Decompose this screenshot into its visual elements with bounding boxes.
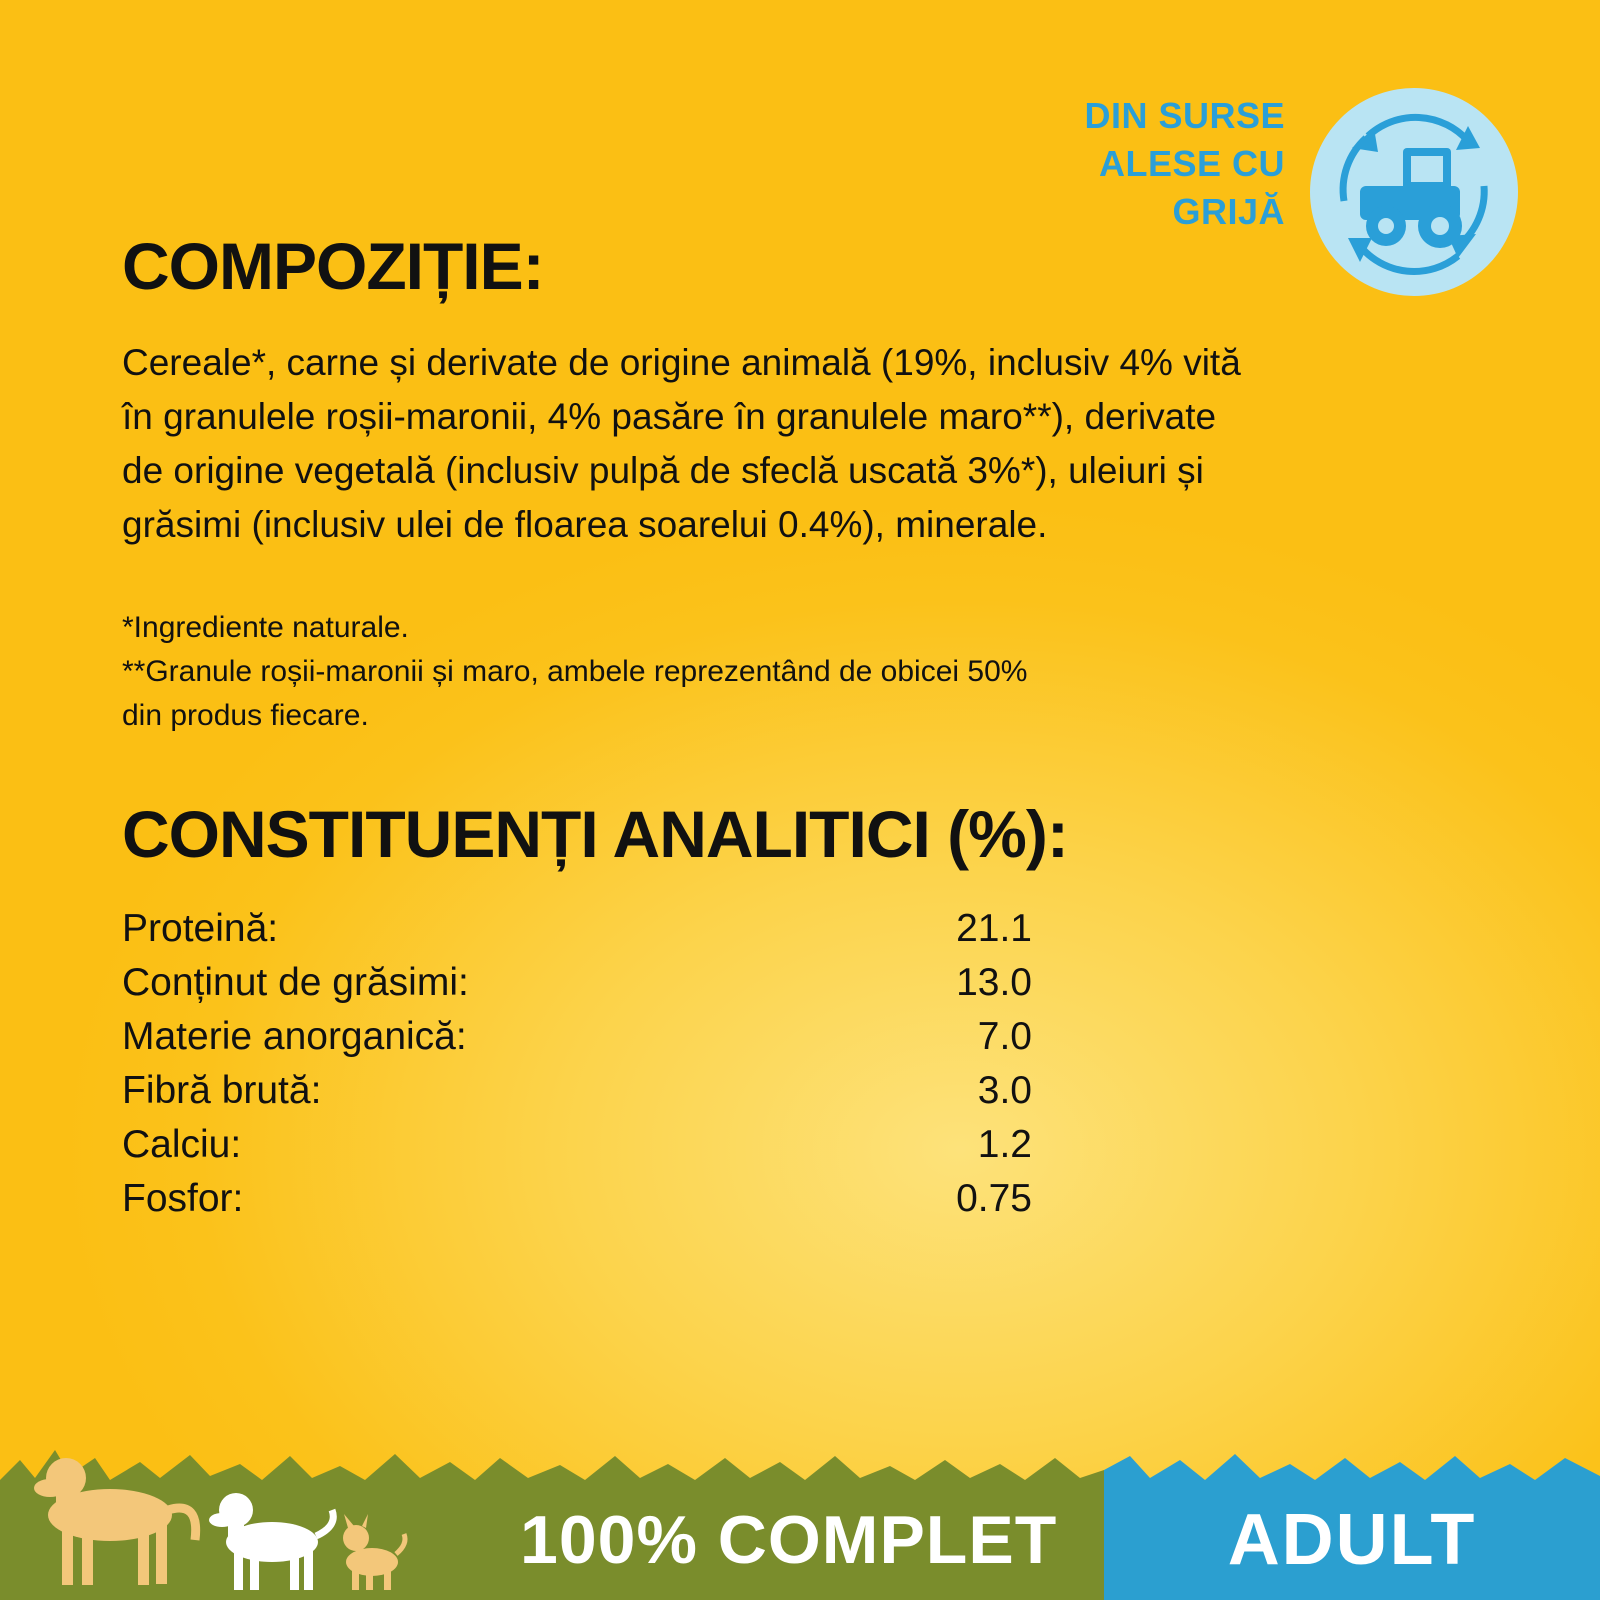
analytics-label: Conținut de grăsimi:	[122, 961, 469, 1004]
analytics-label: Fosfor:	[122, 1177, 244, 1220]
analytics-title: CONSTITUENȚI ANALITICI (%):	[122, 797, 1068, 871]
ingredients-line: Cereale*, carne și derivate de origine animală (19%, inclusiv 4% vită	[122, 342, 1241, 383]
analytics-row	[122, 902, 1032, 956]
analytics-row	[122, 1172, 1032, 1226]
analytics-value: 13.0	[956, 961, 1032, 1004]
badge-line: DIN SURSE	[1084, 95, 1285, 136]
adult-label: ADULT	[1227, 1500, 1477, 1580]
analytics-row	[122, 1010, 1032, 1064]
footnote: *Ingrediente naturale.	[122, 611, 409, 644]
ingredients-text	[122, 336, 1462, 552]
medium-dog-icon	[209, 1493, 333, 1590]
analytics-label: Fibră brută:	[122, 1069, 322, 1112]
footnote: **Granule roșii-maronii și maro, ambele reprezentând de obicei 50%	[122, 655, 1028, 688]
analytics-value: 0.75	[956, 1177, 1032, 1220]
analytics-value: 7.0	[977, 1015, 1032, 1058]
analytics-label: Materie anorganică:	[122, 1015, 467, 1058]
small-dog-icon	[343, 1514, 405, 1590]
ingredients-line: de origine vegetală (inclusiv pulpă de sfeclă uscată 3%*), uleiuri și	[122, 450, 1204, 491]
composition-title: COMPOZIȚIE:	[122, 229, 544, 303]
analytics-table	[122, 902, 1032, 1226]
ingredients-line: în granulele roșii-maronii, 4% pasăre în granulele maro**), derivate	[122, 396, 1217, 437]
large-dog-icon	[34, 1458, 196, 1585]
sourcing-badge-text	[1040, 92, 1285, 236]
dog-icons	[0, 1430, 420, 1600]
badge-line: GRIJĂ	[1172, 191, 1285, 232]
footnote: din produs fiecare.	[122, 699, 369, 732]
tractor-recycle-icon	[1308, 86, 1520, 298]
analytics-value: 21.1	[956, 907, 1032, 950]
analytics-row	[122, 956, 1032, 1010]
analytics-value: 3.0	[977, 1069, 1032, 1112]
ingredients-line: grăsimi (inclusiv ulei de floarea soarelui 0.4%), minerale.	[122, 504, 1048, 545]
badge-line: ALESE CU	[1098, 143, 1285, 184]
complete-label: 100% COMPLET	[520, 1502, 1058, 1578]
analytics-label: Calciu:	[122, 1123, 242, 1166]
footnotes	[122, 606, 1322, 738]
analytics-row	[122, 1064, 1032, 1118]
analytics-label: Proteină:	[122, 907, 279, 950]
analytics-value: 1.2	[977, 1123, 1032, 1166]
analytics-row	[122, 1118, 1032, 1172]
